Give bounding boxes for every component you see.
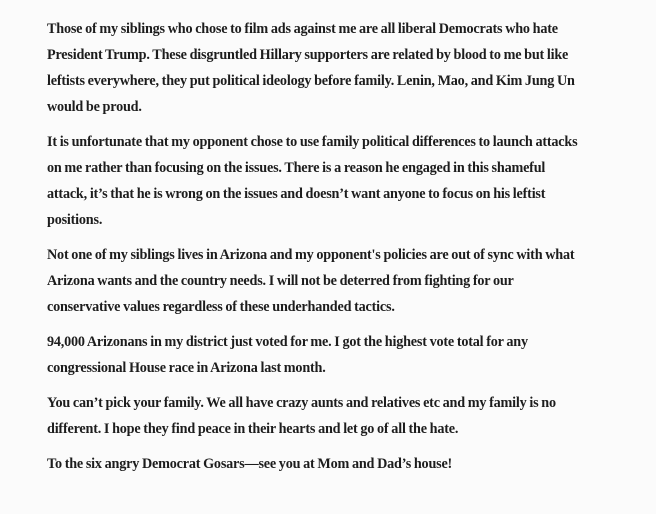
- text-line: conservative values regardless of these underhanded tactics.: [47, 299, 395, 315]
- paragraph-siblings-ads: [47, 16, 616, 120]
- text-line: positions.: [47, 212, 103, 228]
- text-line: Not one of my siblings lives in Arizona and my opponent's policies are out of sync with what: [47, 247, 575, 263]
- paragraph-opponent-attacks: [47, 129, 616, 233]
- text-line: It is unfortunate that my opponent chose to use family political differences to launch attacks: [47, 134, 578, 150]
- text-line: attack, it’s that he is wrong on the issues and doesn’t want anyone to focus on his leftist: [47, 186, 546, 202]
- text-line: Arizona wants and the country needs. I will not be deterred from fighting for our: [47, 273, 514, 289]
- text-line: You can’t pick your family. We all have crazy aunts and relatives etc and my family is no: [47, 395, 556, 411]
- paragraph-arizona-values: [47, 242, 616, 320]
- text-line: 94,000 Arizonans in my district just voted for me. I got the highest vote total for any: [47, 334, 528, 350]
- text-line: To the six angry Democrat Gosars—see you at Mom and Dad’s house!: [47, 456, 453, 472]
- paragraph-closing: [47, 451, 616, 477]
- paragraph-family: [47, 390, 616, 442]
- text-line: President Trump. These disgruntled Hillary supporters are related by blood to me but like: [47, 47, 569, 63]
- text-line: Those of my siblings who chose to film ads against me are all liberal Democrats who hate: [47, 21, 558, 37]
- text-line: different. I hope they find peace in their hearts and let go of all the hate.: [47, 421, 459, 437]
- text-line: congressional House race in Arizona last month.: [47, 360, 326, 376]
- paragraph-vote-total: [47, 329, 616, 381]
- text-line: on me rather than focusing on the issues. There is a reason he engaged in this shameful: [47, 160, 546, 176]
- text-line: leftists everywhere, they put political ideology before family. Lenin, Mao, and Kim Jung Un: [47, 73, 575, 89]
- text-line: would be proud.: [47, 99, 142, 115]
